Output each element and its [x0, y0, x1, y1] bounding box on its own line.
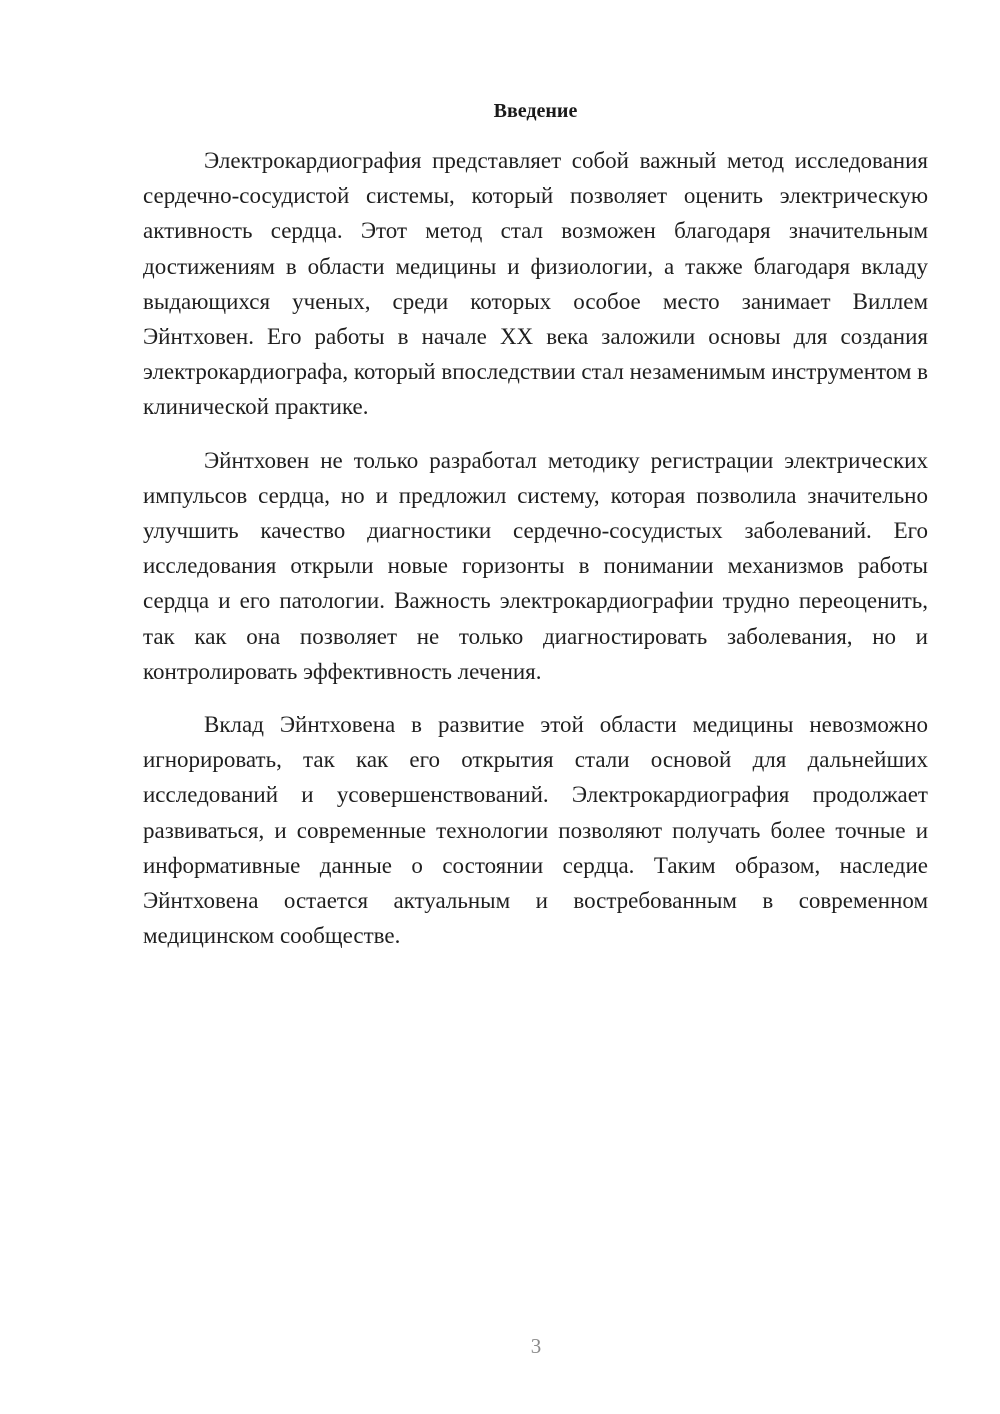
paragraph-3: Вклад Эйнтховена в развитие этой области медицины невозможно игнорировать, так как его открытия стали основой для дальнейших исследований и усовершенствований. Электрокардиография продолжает развиваться, и современные технологии позволяют получать более точные и информативные данные о состоянии сердца. Таким образом, наследие Эйнтховена остается актуальным и востребованным в современном медицинском сообществе. [143, 712, 928, 949]
page-content [143, 95, 928, 971]
page-number: 3 [530, 1334, 542, 1358]
paragraph-2: Эйнтховен не только разработал методику регистрации электрических импульсов сердца, но и предложил систему, которая позволила значительно улучшить качество диагностики сердечно-сосудистых заболеваний. Его исследования открыли новые горизонты в понимании механизмов работы сердца и его патологии. Важность электрокардиографии трудно переоценить, так как она позволяет не только диагностировать заболевания, но и контролировать эффективность лечения. [143, 447, 928, 684]
paragraph-1: Электрокардиография представляет собой важный метод исследования сердечно-сосудистой системы, который позволяет оценить электрическую активность сердца. Этот метод стал возможен благодаря значительным достижениям в области медицины и физиологии, а также благодаря вкладу выдающихся ученых, среди которых особое место занимает Виллем Эйнтховен. Его работы в начале XX века заложили основы для создания электрокардиографа, который впоследствии стал незаменимым инструментом в клинической практике. [143, 148, 928, 420]
section-title: Введение [493, 100, 578, 122]
